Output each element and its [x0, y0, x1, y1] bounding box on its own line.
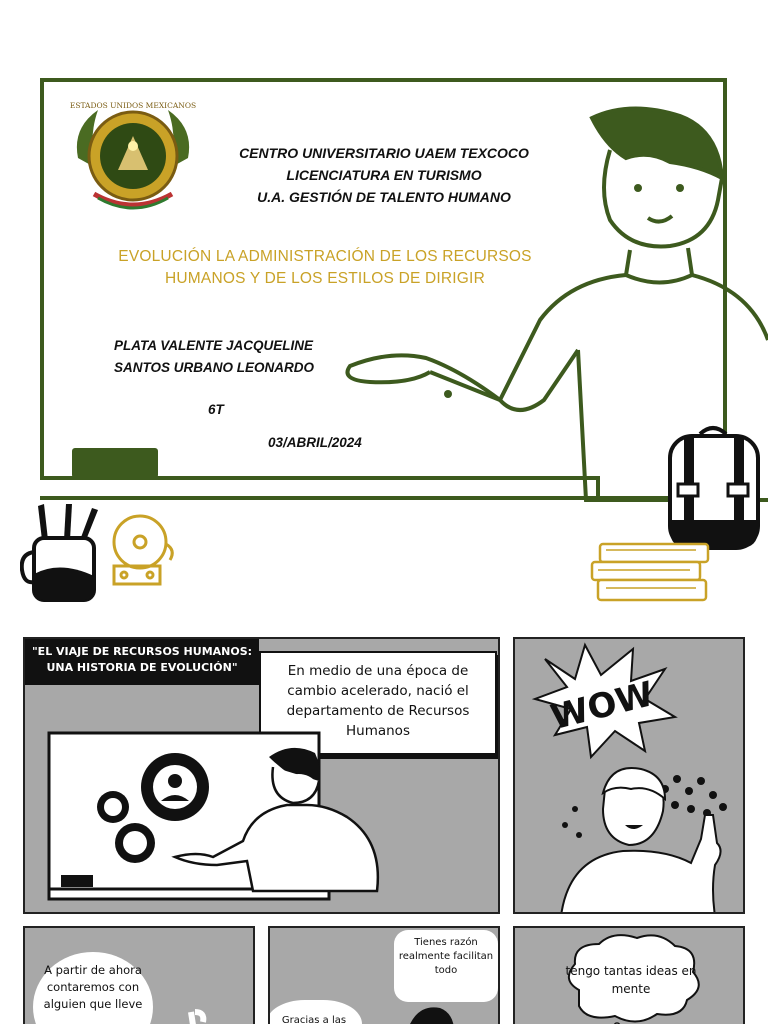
- seal-text: ESTADOS UNIDOS MEXICANOS: [69, 101, 197, 110]
- surprised-man-illustration-icon: [515, 639, 745, 914]
- narration-box: En medio de una época de cambio acelerado, nació el departamento de Recursos Humanos: [259, 651, 497, 755]
- comic-panel-3: [23, 926, 255, 1024]
- pencil-mug-icon: [20, 500, 106, 604]
- comic-panel-5: [513, 926, 745, 1024]
- university-seal-icon: [68, 98, 198, 216]
- comic-panel-2: [513, 637, 745, 914]
- chalkboard-eraser: [72, 448, 158, 478]
- speech-bubble-3: A partir de ahora contaremos con alguien que lleve: [33, 952, 153, 1024]
- bell-icon: [108, 510, 184, 588]
- title-line-2: HUMANOS Y DE LOS ESTILOS DE DIRIGIR: [165, 270, 485, 287]
- comic-panel-4: [268, 926, 500, 1024]
- thought-bubble-5: tengo tantas ideas en mente: [565, 964, 697, 996]
- gears-board-illustration-icon: [47, 731, 427, 914]
- comic-panel-1: [23, 637, 500, 914]
- speech-bubble-4a: Tienes razón realmente facilitan todo: [394, 930, 498, 1002]
- wow-sfx: WOW: [547, 674, 658, 739]
- comic-title-caption: "EL VIAJE DE RECURSOS HUMANOS: UNA HISTORIA DE EVOLUCIÓN": [25, 639, 259, 685]
- author-1: PLATA VALENTE JACQUELINE: [114, 338, 314, 353]
- group-label: 6T: [208, 402, 224, 417]
- title-line-1: EVOLUCIÓN LA ADMINISTRACIÓN DE LOS RECURSOS: [118, 248, 532, 265]
- backpack-icon: [660, 420, 766, 552]
- date-label: 03/ABRIL/2024: [268, 435, 362, 450]
- books-stack-icon: [586, 540, 716, 604]
- speech-bubble-4b: Gracias a las: [268, 1000, 362, 1024]
- course-name: U.A. GESTIÓN DE TALENTO HUMANO: [257, 189, 511, 205]
- author-2: SANTOS URBANO LEONARDO: [114, 360, 315, 375]
- program-name: LICENCIATURA EN TURISMO: [286, 167, 482, 183]
- institution-name: CENTRO UNIVERSITARIO UAEM TEXCOCO: [239, 145, 529, 161]
